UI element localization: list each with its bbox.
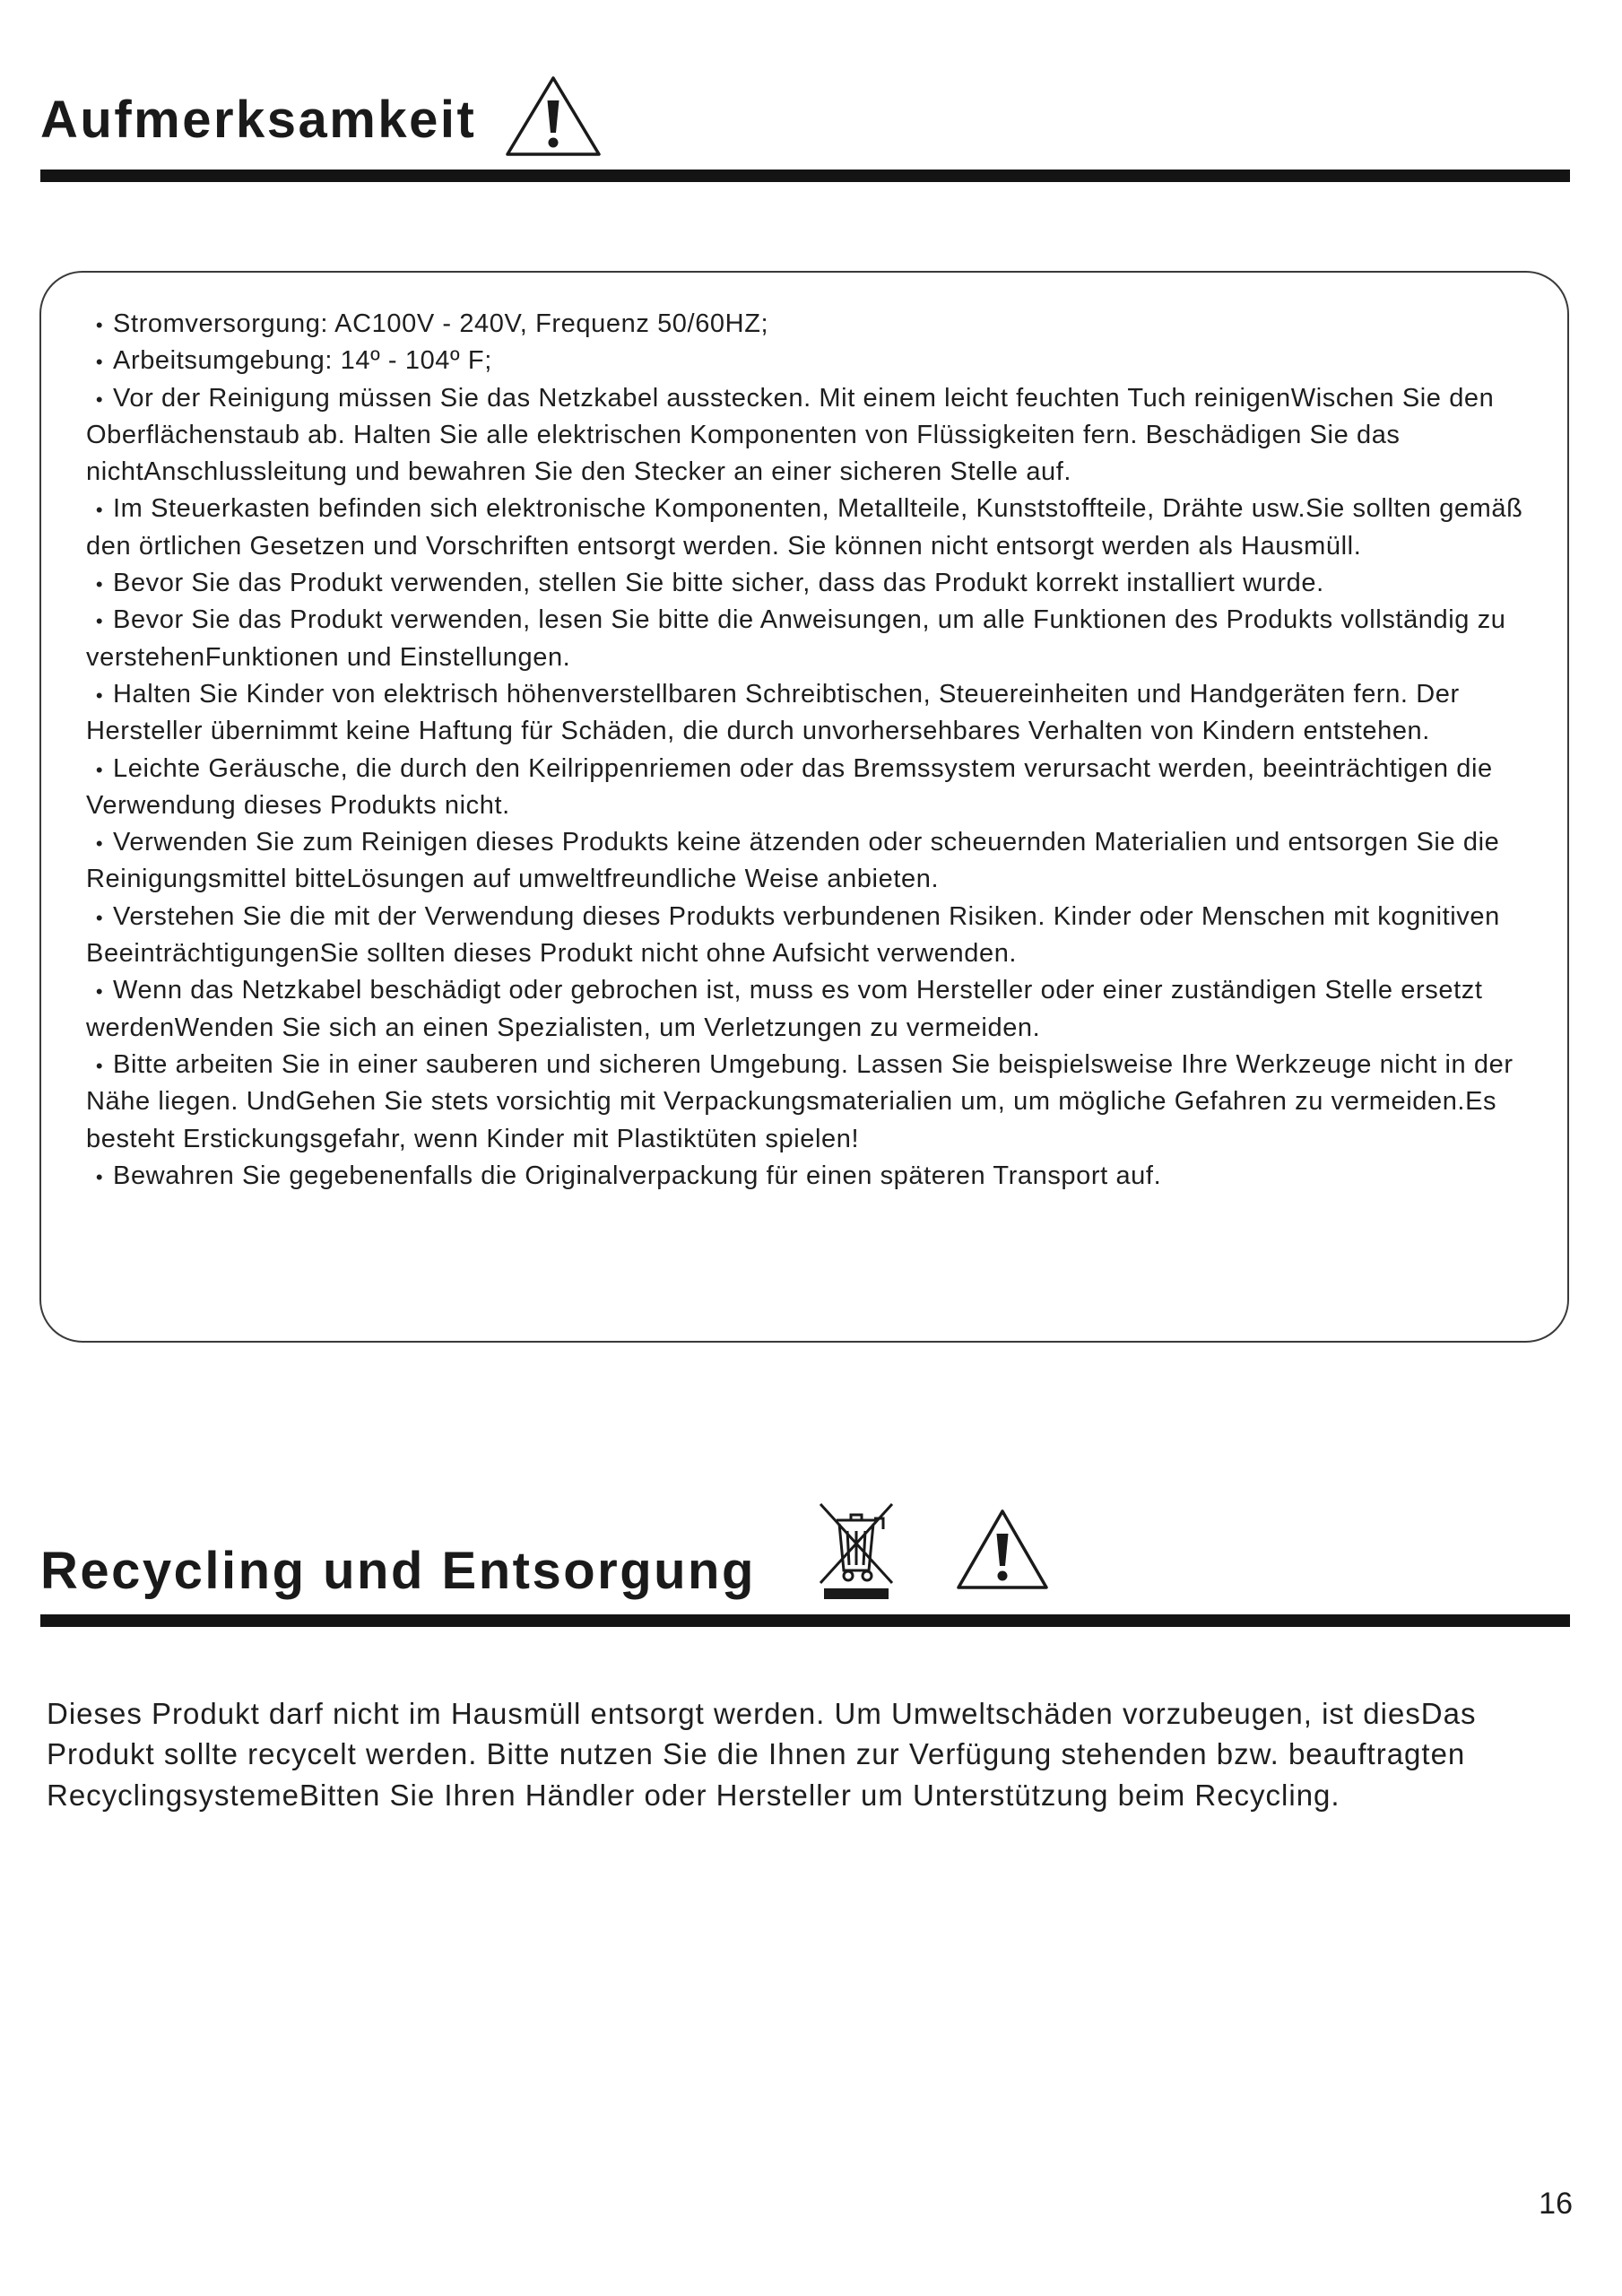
attention-item: • Verwenden Sie zum Reinigen dieses Produkts keine ätzenden oder scheuernden Materialien und entsorgen Sie die Reinigungsmittel bitteLösungen auf umweltfreundliche Weise anbieten. xyxy=(86,824,1557,899)
attention-item: • Bevor Sie das Produkt verwenden, stellen Sie bitte sicher, dass das Produkt korrekt installiert wurde. xyxy=(86,565,1557,602)
recycling-text: Dieses Produkt darf nicht im Hausmüll entsorgt werden. Um Umweltschäden vorzubeugen, ist diesDas Produkt sollte recycelt werden. Bitte nutzen Sie die Ihnen zur Verfügung stehenden bzw. beauftragten RecyclingsystemeBitten Sie Ihren Händler oder Hersteller um Unterstützung beim Recycling. xyxy=(47,1697,1477,1812)
attention-item: • Leichte Geräusche, die durch den Keilrippenriemen oder das Bremssystem verursacht werden, beeinträchtigen die Verwendung dieses Produkts nicht. xyxy=(86,751,1557,825)
attention-item: • Bewahren Sie gegebenenfalls die Originalverpackung für einen späteren Transport auf. xyxy=(86,1158,1557,1195)
page-number: 16 xyxy=(1539,2187,1573,2221)
attention-item: • Arbeitsumgebung: 14º - 104º F; xyxy=(86,343,1557,379)
crossed-out-wheelie-bin-icon xyxy=(815,1495,898,1601)
recycling-heading: Recycling und Entsorgung xyxy=(40,1542,756,1600)
heading-divider xyxy=(40,1614,1570,1627)
attention-item: • Stromversorgung: AC100V - 240V, Frequenz 50/60HZ; xyxy=(86,306,1557,343)
attention-item: • Halten Sie Kinder von elektrisch höhenverstellbaren Schreibtischen, Steuereinheiten und Handgeräten fern. Der Hersteller übernimmt keine Haftung für Schäden, die durch unvorhersehbares Verhalten von Kindern entstehen. xyxy=(86,676,1557,751)
attention-item: • Wenn das Netzkabel beschädigt oder gebrochen ist, muss es vom Hersteller oder einer zuständigen Stelle ersetzt werdenWenden Sie sich an einen Spezialisten, um Verletzungen zu vermeiden. xyxy=(86,972,1557,1047)
attention-item: • Vor der Reinigung müssen Sie das Netzkabel ausstecken. Mit einem leicht feuchten Tuch reinigenWischen Sie den Oberflächenstaub ab. Halten Sie alle elektrischen Komponenten von Flüssigkeiten fern. Beschädigen Sie das nichtAnschlussleitung und bewahren Sie den Stecker an einer sicheren Stelle auf. xyxy=(86,380,1557,491)
warning-triangle-icon xyxy=(955,1507,1050,1593)
attention-item: • Im Steuerkasten befinden sich elektronische Komponenten, Metallteile, Kunststoffteile, Drähte usw.Sie sollten gemäß den örtlichen Gesetzen und Vorschriften entsorgt werden. Sie können nicht entsorgt werden als Hausmüll. xyxy=(86,491,1557,565)
attention-item: • Bitte arbeiten Sie in einer sauberen und sicheren Umgebung. Lassen Sie beispielsweise Ihre Werkzeuge nicht in der Nähe liegen. UndGehen Sie stets vorsichtig mit Verpackungsmaterialien um, um mögliche Gefahren zu vermeiden.Es besteht Erstickungsgefahr, wenn Kinder mit Plastiktüten spielen! xyxy=(86,1047,1557,1158)
attention-heading: Aufmerksamkeit xyxy=(40,91,477,149)
attention-item: • Bevor Sie das Produkt verwenden, lesen Sie bitte die Anweisungen, um alle Funktionen des Produkts vollständig zu verstehenFunktionen und Einstellungen. xyxy=(86,602,1557,676)
heading-divider xyxy=(40,170,1570,182)
attention-list xyxy=(86,306,1557,1195)
attention-item: • Verstehen Sie die mit der Verwendung dieses Produkts verbundenen Risiken. Kinder oder Menschen mit kognitiven BeeinträchtigungenSie sollten dieses Produkt nicht ohne Aufsicht verwenden. xyxy=(86,899,1557,973)
warning-triangle-icon xyxy=(504,74,603,160)
